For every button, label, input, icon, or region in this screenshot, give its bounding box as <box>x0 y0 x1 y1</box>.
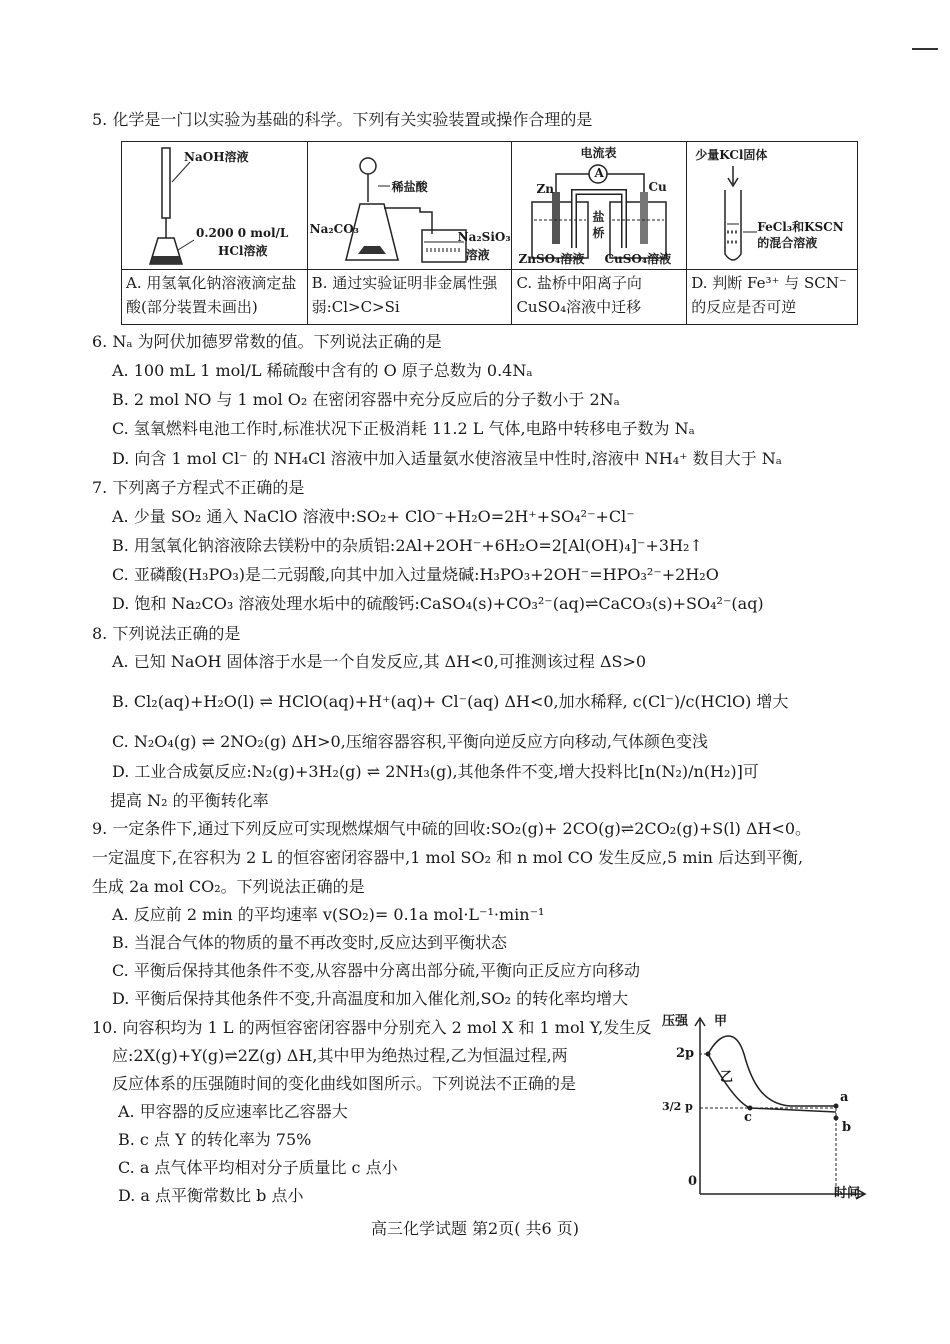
q8-stem: 8. 下列说法正确的是 <box>92 624 241 643</box>
q8-option-b: B. Cl₂(aq)+H₂O(l) ⇌ HClO(aq)+H⁺(aq)+ Cl⁻(aq) ΔH<0,加水稀释, c(Cl⁻)/c(HClO) 增大 <box>112 692 789 711</box>
q10-option-d: D. a 点平衡常数比 b 点小 <box>118 1186 304 1205</box>
fig-b-solution-label: 溶液 <box>465 248 490 262</box>
q9-stem-line1: 9. 一定条件下,通过下列反应可实现燃煤烟气中硫的回收:SO₂(g)+ 2CO(g)⇌2CO₂(g)+S(l) ΔH<0。 <box>92 819 812 838</box>
graph-2p-label: 2p <box>676 1046 695 1061</box>
q6-option-a: A. 100 mL 1 mol/L 稀硫酸中含有的 O 原子总数为 0.4Nₐ <box>112 361 533 380</box>
graph-ylabel: 压强 <box>662 1014 689 1029</box>
q10-stem-line2: 应:2X(g)+Y(g)⇌2Z(g) ΔH,其中甲为绝热过程,乙为恒温过程,两 <box>112 1046 568 1065</box>
graph-yi-label: 乙 <box>720 1070 734 1085</box>
page-footer: 高三化学试题 第2页( 共6 页) <box>370 1219 580 1238</box>
q5-stem: 5. 化学是一门以实验为基础的科学。下列有关实验装置或操作合理的是 <box>92 110 593 129</box>
q5-caption-b: B. 通过实验证明非金属性强弱:Cl>C>Si <box>307 270 512 325</box>
fig-c-cuso4-label: CuSO₄溶液 <box>604 252 672 266</box>
fig-a-naoh-label: NaOH溶液 <box>184 150 249 164</box>
fig-b-acid-label: 稀盐酸 <box>391 180 428 194</box>
fig-d-fecl3-label: FeCl₃和KSCN <box>757 220 844 234</box>
graph-32p-label: 3/2 p <box>662 1100 693 1113</box>
graph-point-a: a <box>840 1090 849 1105</box>
fig-a-hcl-label: HCl溶液 <box>218 244 268 258</box>
q8-option-d-cont: 提高 N₂ 的平衡转化率 <box>110 791 269 810</box>
q10-pressure-time-graph <box>660 1014 880 1204</box>
q9-stem-line2: 一定温度下,在容积为 2 L 的恒容密闭容器中,1 mol SO₂ 和 n mol CO 发生反应,5 min 后达到平衡, <box>92 848 804 867</box>
q10-stem-line1: 10. 向容积均为 1 L 的两恒容密闭容器中分别充入 2 mol X 和 1 mol Y,发生反 <box>92 1018 652 1037</box>
fig-a-titration <box>122 142 308 270</box>
q10-option-a: A. 甲容器的反应速率比乙容器大 <box>118 1102 348 1121</box>
fig-a-conc-label: 0.200 0 mol/L <box>196 226 289 240</box>
fig-c-znso4-label: ZnSO₄溶液 <box>518 252 585 266</box>
fig-c-cu-label: Cu <box>648 180 667 194</box>
q7-option-c: C. 亚磷酸(H₃PO₃)是二元弱酸,向其中加入过量烧碱:H₃PO₃+2OH⁻=HPO₃²⁻+2H₂O <box>112 565 719 584</box>
q6-option-c: C. 氢氧燃料电池工作时,标准状况下正极消耗 11.2 L 气体,电路中转移电子数为 Nₐ <box>112 419 695 438</box>
fig-d-mix-label: 的混合溶液 <box>757 236 818 250</box>
q9-option-d: D. 平衡后保持其他条件不变,升高温度和加入催化剂,SO₂ 的转化率均增大 <box>112 989 629 1008</box>
q9-option-b: B. 当混合气体的物质的量不再改变时,反应达到平衡状态 <box>112 933 508 952</box>
q7-option-d: D. 饱和 Na₂CO₃ 溶液处理水垢中的硫酸钙:CaSO₄(s)+CO₃²⁻(aq)⇌CaCO₃(s)+SO₄²⁻(aq) <box>112 594 764 613</box>
corner-dash <box>912 48 938 50</box>
q8-option-c: C. N₂O₄(g) ⇌ 2NO₂(g) ΔH>0,压缩容器容积,平衡向逆反应方向移动,气体颜色变浅 <box>112 732 708 751</box>
fig-b-acidity <box>307 142 512 270</box>
graph-origin: 0 <box>688 1174 698 1189</box>
q6-option-d: D. 向含 1 mol Cl⁻ 的 NH₄Cl 溶液中加入适量氨水使溶液呈中性时,溶液中 NH₄⁺ 数目大于 Nₐ <box>112 449 782 468</box>
q8-option-d: D. 工业合成氨反应:N₂(g)+3H₂(g) ⇌ 2NH₃(g),其他条件不变,增大投料比[n(N₂)/n(H₂)]可 <box>112 762 759 781</box>
graph-point-c: c <box>744 1110 752 1125</box>
q5-caption-a: A. 用氢氧化钠溶液滴定盐酸(部分装置未画出) <box>122 270 308 325</box>
q5-caption-c: C. 盐桥中阳离子向CuSO₄溶液中迁移 <box>512 270 687 325</box>
graph-point-b: b <box>842 1120 852 1135</box>
q8-option-a: A. 已知 NaOH 固体溶于水是一个自发反应,其 ΔH<0,可推测该过程 ΔS>0 <box>112 652 647 671</box>
fig-c-a-label: A <box>594 166 604 180</box>
q9-option-a: A. 反应前 2 min 的平均速率 v(SO₂)= 0.1a mol·L⁻¹·min⁻¹ <box>112 905 545 924</box>
graph-xlabel: 时间 <box>834 1186 861 1201</box>
q5-apparatus-table <box>121 141 858 325</box>
q9-stem-line3: 生成 2a mol CO₂。下列说法正确的是 <box>92 877 365 896</box>
q9-option-c: C. 平衡后保持其他条件不变,从容器中分离出部分硫,平衡向正反应方向移动 <box>112 961 641 980</box>
fig-c-bridge1-label: 盐 <box>592 210 605 224</box>
fig-c-meter-label: 电流表 <box>580 146 617 160</box>
q6-stem: 6. Nₐ 为阿伏加德罗常数的值。下列说法正确的是 <box>92 332 442 351</box>
q5-caption-d: D. 判断 Fe³⁺ 与 SCN⁻ 的反应是否可逆 <box>687 270 858 325</box>
q10-option-b: B. c 点 Y 的转化率为 75% <box>118 1130 312 1149</box>
q7-option-a: A. 少量 SO₂ 通入 NaClO 溶液中:SO₂+ ClO⁻+H₂O=2H⁺+SO₄²⁻+Cl⁻ <box>112 507 635 526</box>
fig-d-kcl-label: 少量KCl固体 <box>695 148 768 162</box>
q6-option-b: B. 2 mol NO 与 1 mol O₂ 在密闭容器中充分反应后的分子数小于 2Nₐ <box>112 390 620 409</box>
q7-stem: 7. 下列离子方程式不正确的是 <box>92 478 305 497</box>
fig-c-galvanic-cell <box>512 142 687 270</box>
fig-c-bridge2-label: 桥 <box>592 226 605 240</box>
fig-b-na2co3-label: Na₂CO₃ <box>309 222 359 236</box>
fig-b-na2sio3-label: Na₂SiO₃ <box>457 230 511 244</box>
q10-option-c: C. a 点气体平均相对分子质量比 c 点小 <box>118 1158 398 1177</box>
fig-d-equilibrium <box>687 142 858 270</box>
graph-jia-label: 甲 <box>714 1014 728 1029</box>
q10-stem-line3: 反应体系的压强随时间的变化曲线如图所示。下列说法不正确的是 <box>112 1074 577 1093</box>
fig-c-zn-label: Zn <box>536 182 554 196</box>
q7-option-b: B. 用氢氧化钠溶液除去镁粉中的杂质铝:2Al+2OH⁻+6H₂O=2[Al(OH)₄]⁻+3H₂↑ <box>112 536 703 555</box>
